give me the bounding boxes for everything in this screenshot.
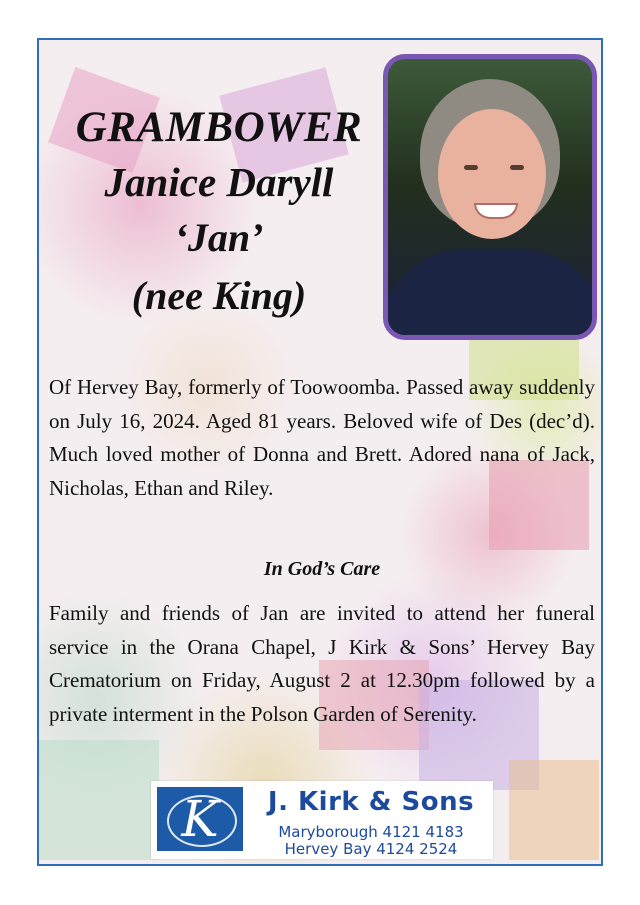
phone-hervey-bay: Hervey Bay 4124 2524 <box>284 840 458 858</box>
portrait-photo <box>383 54 597 340</box>
portrait-eye <box>464 165 478 170</box>
background-quilt-patch <box>39 740 159 860</box>
funeral-details-paragraph: Family and friends of Jan are invited to attend her funeral service in the Orana Chapel, J Kirk & Sons’ Hervey Bay Crematorium on Friday, August 2 at 12.30pm followed by a private interment in the Polson Garden of Serenity. <box>49 601 595 726</box>
phone-maryborough: Maryborough 4121 4183 <box>278 823 464 841</box>
obituary-paragraph: Of Hervey Bay, formerly of Toowoomba. Passed away suddenly on July 16, 2024. Aged 81 years. Beloved wife of Des (dec’d). Much loved mother of Donna and Brett. Adored nana of Jack, Nicholas, Ethan and Riley. <box>49 375 595 500</box>
deceased-name-block <box>49 102 389 326</box>
nickname: ‘Jan’ <box>174 215 264 260</box>
portrait-face <box>438 109 546 239</box>
maiden-name: (nee King) <box>131 273 307 318</box>
given-names: Janice Daryll <box>104 159 334 205</box>
funeral-director-logo <box>151 781 493 859</box>
kirk-monogram-icon <box>157 787 243 851</box>
portrait-shoulders <box>383 249 597 340</box>
company-name: J. Kirk & Sons <box>267 787 475 817</box>
notice-frame <box>37 38 603 866</box>
monogram-ring <box>167 795 237 847</box>
background-quilt-patch <box>509 760 599 860</box>
portrait-eye <box>510 165 524 170</box>
surname: GRAMBOWER <box>75 104 363 151</box>
in-gods-care-line: In God’s Care <box>263 558 381 580</box>
monogram-letter: K <box>181 790 219 848</box>
